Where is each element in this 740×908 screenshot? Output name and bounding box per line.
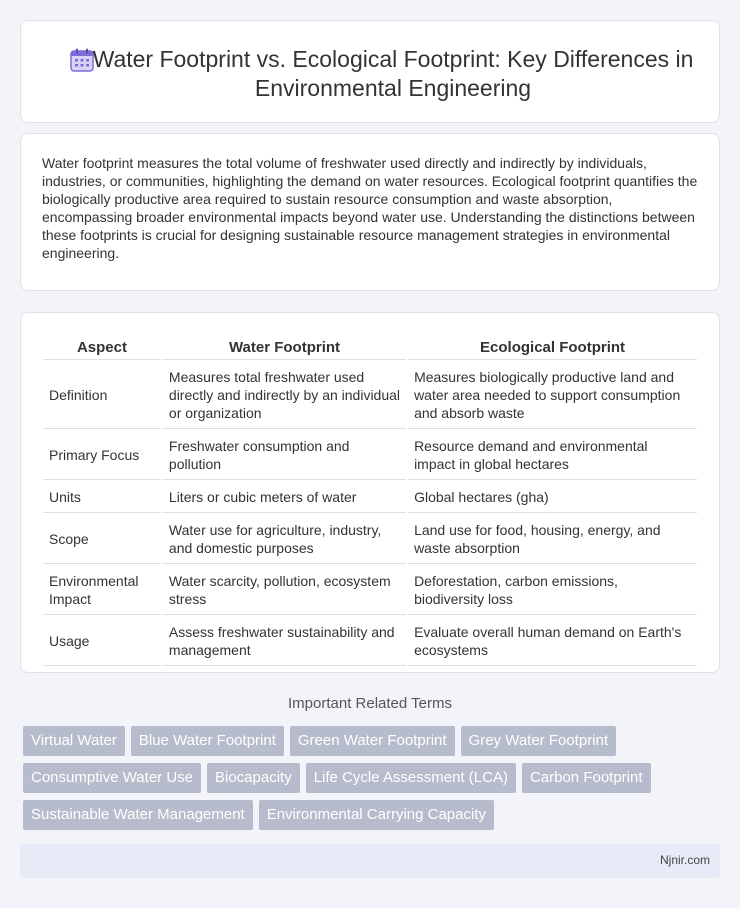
term-tag-virtual-water[interactable]: Virtual Water xyxy=(23,726,125,756)
cell-eco: Measures biologically productive land and water area needed to support consumption and absorb waste xyxy=(408,362,697,429)
column-header-aspect: Aspect xyxy=(43,334,161,360)
table-row xyxy=(43,362,697,429)
page-title: Water Footprint vs. Ecological Footprint: Key Differences in Environmental Engineering xyxy=(92,46,694,101)
comparison-table-card xyxy=(20,312,720,673)
cell-aspect: Definition xyxy=(43,362,161,429)
footer-site-link[interactable]: Njnir.com xyxy=(659,853,710,867)
term-tag-green-water-footprint[interactable]: Green Water Footprint xyxy=(290,726,455,756)
term-tag-environmental-carrying-capacity[interactable]: Environmental Carrying Capacity xyxy=(259,800,494,830)
cell-eco: Deforestation, carbon emissions, biodiversity loss xyxy=(408,566,697,615)
cell-eco: Land use for food, housing, energy, and waste absorption xyxy=(408,515,697,564)
term-tag-consumptive-water-use[interactable]: Consumptive Water Use xyxy=(23,763,201,793)
related-terms-list xyxy=(23,726,723,830)
cell-aspect: Scope xyxy=(43,515,161,564)
header-card xyxy=(20,20,720,123)
table-row xyxy=(43,566,697,615)
table-row xyxy=(43,617,697,666)
term-tag-carbon-footprint[interactable]: Carbon Footprint xyxy=(522,763,651,793)
term-tag-sustainable-water-management[interactable]: Sustainable Water Management xyxy=(23,800,253,830)
cell-aspect: Usage xyxy=(43,617,161,666)
cell-eco: Resource demand and environmental impact in global hectares xyxy=(408,431,697,480)
column-header-water-footprint: Water Footprint xyxy=(163,334,406,360)
table-row xyxy=(43,482,697,513)
intro-paragraph: Water footprint measures the total volume of freshwater used directly and indirectly by individuals, industries, or communities, highlighting the demand on water resources. Ecological footprint quantifies the biologically productive area required to sustain resource consumption and waste absorption, encompassing broader environmental impacts beyond water use. Understanding the distinctions between these footprints is crucial for designing sustainable resource management strategies in environmental engineering. xyxy=(42,155,698,261)
table-header-row xyxy=(43,334,697,360)
cell-aspect: Primary Focus xyxy=(43,431,161,480)
table-row xyxy=(43,431,697,480)
cell-water: Measures total freshwater used directly and indirectly by an individual or organization xyxy=(163,362,406,429)
term-tag-biocapacity[interactable]: Biocapacity xyxy=(207,763,300,793)
comparison-table xyxy=(41,332,699,668)
intro-card xyxy=(20,133,720,291)
column-header-ecological-footprint: Ecological Footprint xyxy=(408,334,697,360)
cell-aspect: Environmental Impact xyxy=(43,566,161,615)
cell-water: Freshwater consumption and pollution xyxy=(163,431,406,480)
cell-water: Assess freshwater sustainability and management xyxy=(163,617,406,666)
footer xyxy=(20,844,720,878)
cell-water: Liters or cubic meters of water xyxy=(163,482,406,513)
cell-water: Water scarcity, pollution, ecosystem stress xyxy=(163,566,406,615)
cell-aspect: Units xyxy=(43,482,161,513)
table-row xyxy=(43,515,697,564)
related-terms-heading: Important Related Terms xyxy=(288,695,452,712)
cell-eco: Evaluate overall human demand on Earth's ecosystems xyxy=(408,617,697,666)
term-tag-grey-water-footprint[interactable]: Grey Water Footprint xyxy=(461,726,616,756)
term-tag-life-cycle-assessment[interactable]: Life Cycle Assessment (LCA) xyxy=(306,763,516,793)
term-tag-blue-water-footprint[interactable]: Blue Water Footprint xyxy=(131,726,284,756)
cell-water: Water use for agriculture, industry, and domestic purposes xyxy=(163,515,406,564)
cell-eco: Global hectares (gha) xyxy=(408,482,697,513)
